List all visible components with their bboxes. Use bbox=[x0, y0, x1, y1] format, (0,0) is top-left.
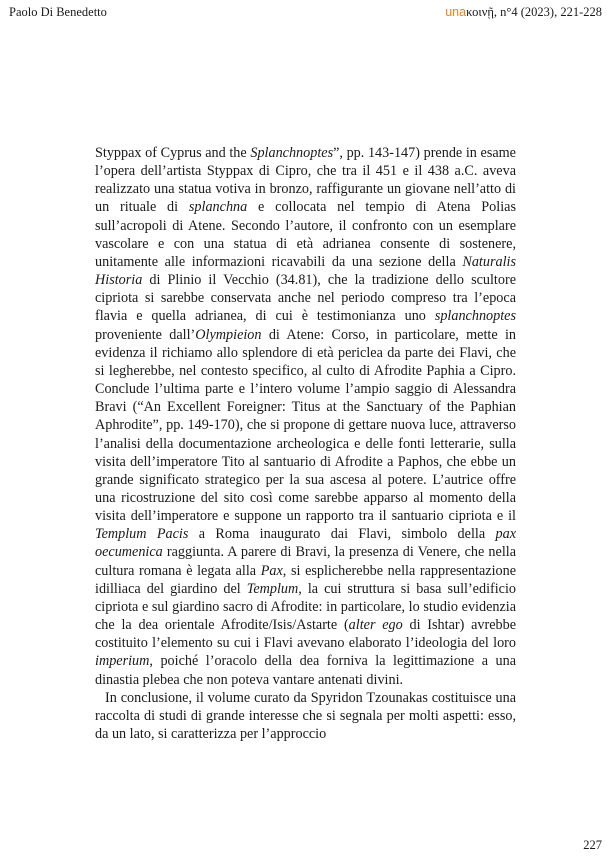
text-run: , poiché l’oracolo della dea forniva la legittimazione a una dinastia plebea che non poteva vantare antenati divini. bbox=[95, 653, 516, 688]
italic-term: pax oecumenica bbox=[95, 526, 516, 561]
italic-term: Templum Pacis bbox=[95, 526, 189, 543]
italic-term: splanchnoptes bbox=[434, 308, 516, 325]
paragraph bbox=[95, 144, 516, 689]
running-header-author: Paolo Di Benedetto bbox=[9, 5, 107, 19]
page-number: 227 bbox=[583, 838, 602, 852]
italic-term: Naturalis Historia bbox=[95, 253, 516, 289]
italic-term: splanchna bbox=[188, 199, 248, 216]
text-run: ”, pp. 143-147) prende in esame l’opera dell’artista Styppax di Cipro, che tra il 451 e il 438 a.C. aveva realizzato una statua votiva in bronzo, raffigurante un giovane nell’atto di un rituale di bbox=[95, 145, 516, 216]
text-run: di Atene: Corso, in particolare, mette in evidenza il richiamo allo splendore di età periclea da parte dei Flavi, che si legherebbe, nel contesto specifico, al culto di Afrodite Paphia a Cipro. Conclude l’ultima parte e l’intero volume l’ampio saggio di Alessandra Bravi (“An Excellent Foreigner: Titus at the Sanctuary of the Paphian Aphrodite”, pp. 149-170), che si propone di gettare nuova luce, attraverso l’analisi della documentazione archeologica e delle fonti letterarie, sulla visita dell’imperatore Tito al santuario di Afrodite a Paphos, che ebbe un grande significato strategico per la sua ascesa al potere. L’autrice offre una ricostruzione del sito così come sarebbe apparso al momento della visita dell’imperatore e suppone un rapporto tra il santuario cipriota e il bbox=[95, 326, 517, 525]
text-run: , la cui struttura si basa sull’edificio cipriota e sul giardino sacro di Afrodite: in particolare, lo studio evidenzia che la dea orientale Afrodite/Isis/Astarte ( bbox=[95, 580, 517, 634]
article-body bbox=[95, 144, 516, 743]
text-run: raggiunta. A parere di Bravi, la presenza di Venere, che nella cultura romana è legata alla bbox=[95, 544, 516, 579]
text-run: a Roma inaugurato dai Flavi, simbolo della bbox=[188, 526, 496, 543]
italic-term: Pax bbox=[260, 562, 283, 579]
text-run: In conclusione, il volume curato da Spyridon Tzounakas costituisce una raccolta di studi di grande interesse che si segnala per molti aspetti: esso, da un lato, si caratterizza per l’approccio bbox=[95, 689, 516, 742]
text-run: proveniente dall’ bbox=[95, 326, 196, 343]
italic-term: imperium bbox=[95, 653, 150, 670]
text-run: , si esplicherebbe nella rappresentazione idilliaca del giardino del bbox=[95, 562, 516, 597]
italic-term: Olympieion bbox=[195, 326, 262, 343]
text-run: Styppax of Cyprus and the bbox=[95, 145, 251, 161]
journal-brand-logo: una bbox=[445, 5, 467, 19]
italic-term: Splanchnoptes bbox=[250, 145, 334, 161]
text-run: di Plinio il Vecchio (34.81), che la tradizione dello scultore cipriota si sarebbe conservata anche nel periodo compreso tra l’epoca flavia e quella adrianea, di cui è testimonianza uno bbox=[95, 272, 516, 325]
paragraph bbox=[95, 689, 516, 743]
running-header-journal bbox=[445, 5, 602, 20]
text-run: di Ishtar) avrebbe costituito l’elemento su cui i Flavi avevano elaborato l’ideologia del loro bbox=[95, 617, 517, 652]
italic-term: Templum bbox=[246, 580, 299, 597]
text-run: e collocata nel tempio di Atena Polias sull’acropoli di Atene. Secondo l’autore, il confronto con un esemplare vascolare e con una statua di età adrianea consente di sostenere, unitamente alle informazioni ricavabili da una sezione della bbox=[95, 199, 516, 270]
italic-term: alter ego bbox=[348, 617, 403, 634]
journal-citation: κοινῇ, n°4 (2023), 221-228 bbox=[466, 5, 602, 19]
